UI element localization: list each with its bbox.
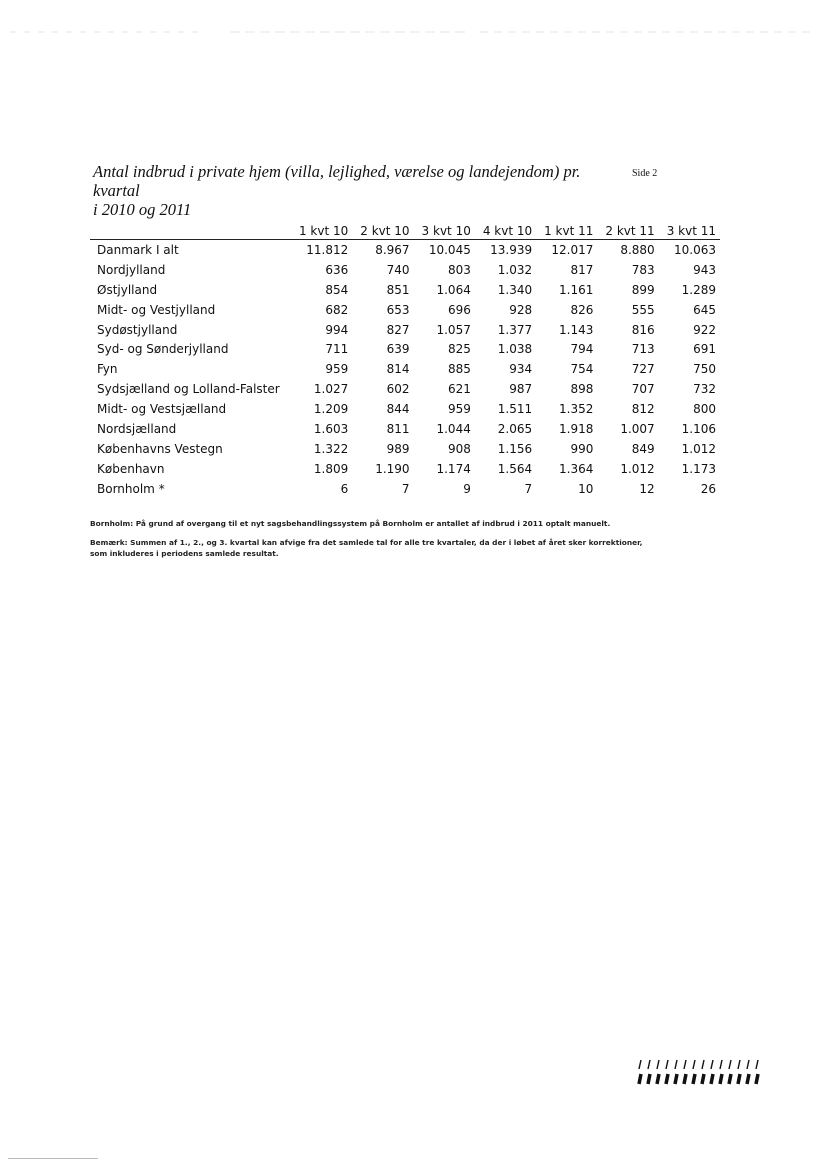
table-cell: 1.918 [559, 421, 594, 436]
table-row [90, 459, 720, 479]
table-cell: 943 [693, 262, 716, 277]
region-name: Østjylland [97, 282, 158, 297]
region-name: Syd- og Sønderjylland [97, 342, 229, 357]
table-cell: 1.044 [436, 421, 471, 436]
table-row [90, 479, 720, 499]
table-cell: 1.156 [497, 441, 533, 456]
table-cell: 8.880 [620, 242, 655, 257]
column-header: 1 kvt 11 [536, 222, 597, 240]
barcode-marks [635, 1058, 765, 1086]
table-cell: 851 [386, 282, 410, 297]
table-row [90, 339, 720, 359]
scan-artifact-top [0, 28, 826, 36]
table-cell: 1.038 [497, 342, 533, 357]
document-title [93, 162, 593, 219]
table-row [90, 300, 720, 320]
table-cell: 682 [325, 302, 349, 317]
table-cell: 10.063 [674, 242, 716, 257]
table-cell: 12.017 [551, 242, 594, 257]
region-name: København [97, 461, 165, 476]
table-cell: 645 [693, 302, 716, 317]
table-cell: 713 [631, 342, 655, 357]
burglary-table [90, 222, 720, 499]
table-header-row [90, 222, 720, 240]
table-cell: 827 [386, 322, 410, 337]
title-line-2: i 2010 og 2011 [93, 200, 192, 219]
note-bornholm: Bornholm: På grund af overgang til et nyt sagsbehandlingssystem på Bornholm er antallet af indbrud i 2011 optalt manuelt. [90, 519, 611, 528]
table-cell: 898 [570, 382, 594, 397]
table-cell: 1.161 [559, 282, 594, 297]
table-cell: 10 [578, 481, 594, 496]
table-cell: 636 [325, 262, 349, 277]
region-name: Danmark I alt [97, 242, 179, 257]
table-cell: 814 [386, 362, 410, 377]
table-cell: 653 [386, 302, 410, 317]
table-cell: 8.967 [375, 242, 410, 257]
column-header: 2 kvt 11 [597, 222, 658, 240]
table-cell: 1.057 [436, 322, 471, 337]
table-cell: 816 [631, 322, 655, 337]
table-cell: 817 [570, 262, 594, 277]
table-cell: 987 [509, 382, 533, 397]
table-cell: 1.027 [313, 382, 349, 397]
table-cell: 750 [693, 362, 716, 377]
table-row [90, 320, 720, 340]
table-row [90, 359, 720, 379]
table-row [90, 240, 720, 260]
table-cell: 934 [509, 362, 533, 377]
table-cell: 1.209 [313, 402, 349, 417]
region-name: Sydsjælland og Lolland-Falster [97, 382, 280, 397]
table-cell: 1.603 [313, 421, 349, 436]
region-name: Bornholm * [97, 481, 165, 496]
table-cell: 826 [570, 302, 594, 317]
table-cell: 13.939 [490, 242, 533, 257]
table-row [90, 260, 720, 280]
table-cell: 555 [631, 302, 655, 317]
table-cell: 1.352 [559, 402, 594, 417]
table-cell: 800 [693, 402, 716, 417]
page-number: Side 2 [632, 168, 658, 179]
table-cell: 727 [631, 362, 655, 377]
table-cell: 7 [401, 481, 410, 496]
table-cell: 854 [325, 282, 349, 297]
table-cell: 990 [570, 441, 594, 456]
column-header: 1 kvt 10 [291, 222, 352, 240]
table-cell: 691 [693, 342, 716, 357]
table-cell: 732 [693, 382, 716, 397]
table-cell: 825 [447, 342, 471, 357]
region-name: Sydøstjylland [97, 322, 178, 337]
table-cell: 849 [631, 441, 655, 456]
table-cell: 812 [631, 402, 655, 417]
table-cell: 12 [639, 481, 655, 496]
footnotes [90, 518, 650, 567]
table-cell: 1.012 [620, 461, 655, 476]
table-row [90, 280, 720, 300]
table-cell: 1.143 [559, 322, 594, 337]
table-cell: 1.289 [681, 282, 716, 297]
table-cell: 922 [693, 322, 716, 337]
region-name: Nordjylland [97, 262, 166, 277]
region-name: Midt- og Vestsjælland [97, 402, 227, 417]
table-row [90, 419, 720, 439]
table-cell: 1.190 [375, 461, 410, 476]
table-cell: 989 [386, 441, 410, 456]
table-cell: 11.812 [306, 242, 349, 257]
scan-artifact-bottom [8, 1158, 98, 1159]
table-cell: 803 [447, 262, 471, 277]
table-cell: 899 [631, 282, 655, 297]
table-cell: 794 [570, 342, 594, 357]
table-cell: 9 [463, 481, 471, 496]
region-name: Midt- og Vestjylland [97, 302, 216, 317]
region-name: Københavns Vestegn [97, 441, 223, 456]
table-cell: 1.322 [313, 441, 349, 456]
table-cell: 602 [386, 382, 410, 397]
region-name: Nordsjælland [97, 421, 177, 436]
table-cell: 1.174 [436, 461, 471, 476]
table-cell: 783 [631, 262, 655, 277]
table-cell: 959 [447, 402, 471, 417]
table-cell: 1.377 [497, 322, 533, 337]
column-header: 3 kvt 11 [659, 222, 720, 240]
column-header: 3 kvt 10 [414, 222, 475, 240]
table-cell: 1.340 [497, 282, 533, 297]
table-cell: 811 [386, 421, 410, 436]
column-header: 2 kvt 10 [352, 222, 413, 240]
table-row [90, 399, 720, 419]
table-cell: 1.809 [313, 461, 349, 476]
table-cell: 959 [325, 362, 349, 377]
table-cell: 2.065 [497, 421, 533, 436]
table-cell: 1.032 [497, 262, 533, 277]
table-cell: 1.364 [559, 461, 594, 476]
table-cell: 707 [631, 382, 655, 397]
table-row [90, 439, 720, 459]
table-cell: 10.045 [428, 242, 471, 257]
table-cell: 1.511 [497, 402, 533, 417]
table-cell: 711 [325, 342, 349, 357]
table-cell: 754 [570, 362, 594, 377]
region-name: Fyn [97, 362, 118, 377]
table-cell: 1.173 [681, 461, 716, 476]
table-cell: 696 [447, 302, 471, 317]
table-cell: 908 [447, 441, 471, 456]
region-column-header [90, 222, 291, 240]
title-line-1: Antal indbrud i private hjem (villa, lejlighed, værelse og landejendom) pr. kvartal [93, 162, 581, 200]
table-cell: 740 [386, 262, 410, 277]
table-cell: 621 [447, 382, 471, 397]
table-cell: 6 [340, 481, 349, 496]
table-cell: 26 [700, 481, 716, 496]
note-bemaerk: Bemærk: Summen af 1., 2., og 3. kvartal kan afvige fra det samlede tal for alle tre kvartaler, da der i løbet af året sker korrektioner, som inkluderes i periodens samlede resultat. [90, 538, 643, 558]
table-cell: 885 [447, 362, 471, 377]
table-cell: 1.106 [681, 421, 716, 436]
table-cell: 7 [524, 481, 533, 496]
column-header: 4 kvt 10 [475, 222, 536, 240]
table-cell: 1.564 [497, 461, 533, 476]
table-cell: 928 [509, 302, 533, 317]
table-cell: 844 [386, 402, 410, 417]
table-cell: 639 [386, 342, 410, 357]
table-cell: 994 [325, 322, 349, 337]
table-row [90, 379, 720, 399]
table-cell: 1.007 [620, 421, 655, 436]
table-body [90, 240, 720, 499]
table-cell: 1.012 [681, 441, 716, 456]
table-cell: 1.064 [436, 282, 471, 297]
